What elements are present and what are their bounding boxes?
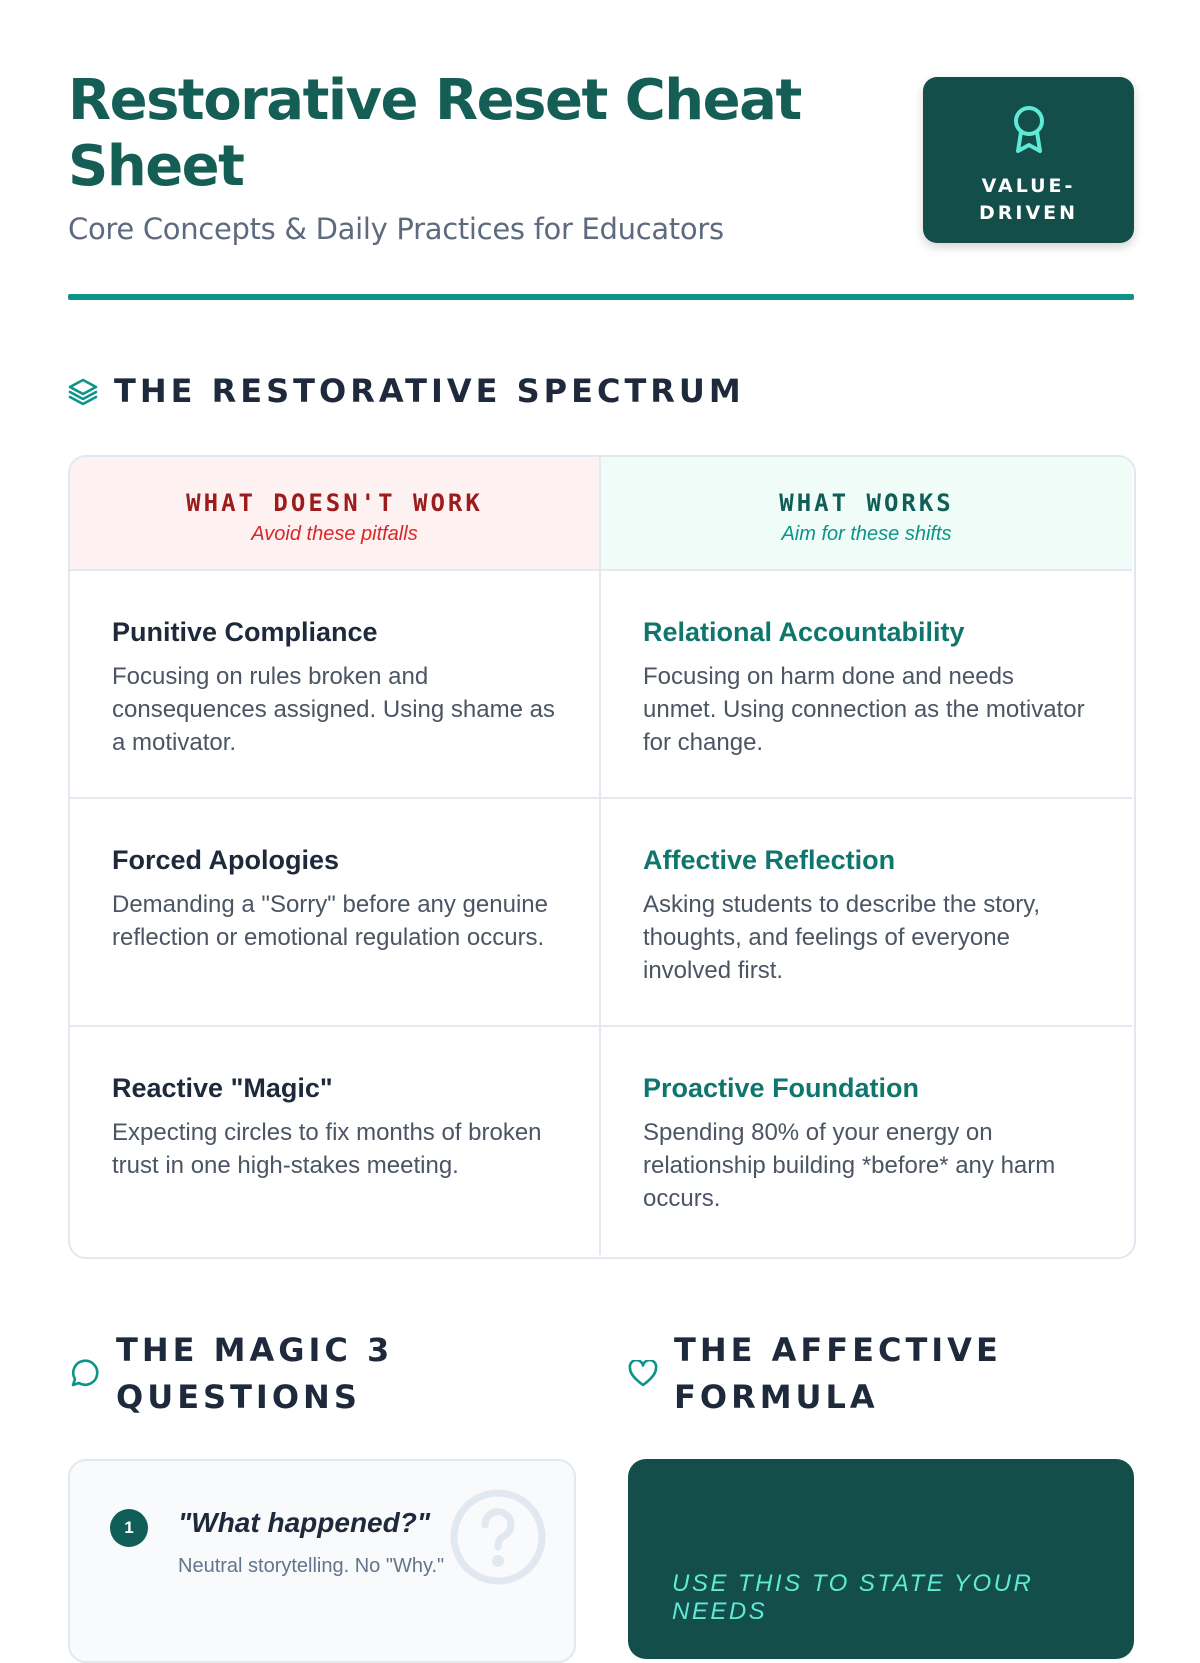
heart-icon — [628, 1360, 658, 1388]
question-text: "What happened?" — [178, 1507, 431, 1538]
column-header-doesnt-work — [70, 457, 601, 571]
question-number: 1 — [110, 1509, 148, 1547]
value-driven-badge — [923, 77, 1134, 243]
spectrum-table — [68, 455, 1136, 1259]
cell-title: Proactive Foundation — [643, 1073, 920, 1103]
column-subtitle: Avoid these pitfalls — [251, 523, 418, 545]
column-title: WHAT WORKS — [779, 489, 954, 517]
cell-text: Focusing on rules broken and consequences assigned. Using shame as a motivator. — [112, 663, 555, 756]
spectrum-cell-bad — [70, 571, 601, 799]
magic-questions-heading-line2: QUESTIONS — [116, 1378, 361, 1416]
affective-formula-heading — [628, 1327, 1002, 1421]
cell-text: Focusing on harm done and needs unmet. Using connection as the motivator for change. — [643, 663, 1085, 756]
spectrum-heading — [68, 368, 745, 415]
cell-text: Expecting circles to fix months of broken trust in one high-stakes meeting. — [112, 1119, 542, 1179]
badge-label: VALUE-DRIVEN — [978, 175, 1079, 224]
column-subtitle: Aim for these shifts — [781, 523, 952, 545]
spectrum-cell-bad — [70, 799, 601, 1027]
cell-text: Demanding a "Sorry" before any genuine reflection or emotional regulation occurs. — [112, 891, 548, 951]
spectrum-heading-text: THE RESTORATIVE SPECTRUM — [114, 372, 745, 410]
affective-formula-heading-line2: FORMULA — [674, 1378, 879, 1416]
magic-questions-heading-line1: THE MAGIC 3 — [116, 1331, 394, 1369]
award-ribbon-icon — [1010, 105, 1048, 155]
layers-icon — [68, 377, 98, 407]
header-divider — [68, 294, 1134, 300]
spectrum-cell-good — [601, 571, 1132, 799]
magic-questions-heading — [68, 1327, 393, 1421]
spectrum-cell-good — [601, 799, 1132, 1027]
cell-title: Forced Apologies — [112, 845, 340, 875]
page-title: Restorative Reset Cheat Sheet — [68, 68, 801, 199]
page-subtitle: Core Concepts & Daily Practices for Educators — [68, 212, 724, 246]
affective-formula-heading-line1: THE AFFECTIVE — [674, 1331, 1002, 1369]
formula-label: USE THIS TO STATE YOUR NEEDS — [672, 1570, 1034, 1625]
question-card — [68, 1459, 576, 1663]
chat-bubble-icon — [68, 1358, 100, 1390]
spectrum-cell-bad — [70, 1027, 601, 1255]
question-mark-icon — [448, 1487, 548, 1587]
cell-title: Punitive Compliance — [112, 617, 378, 647]
cell-text: Spending 80% of your energy on relationship building *before* any harm occurs. — [643, 1119, 1056, 1212]
cell-title: Affective Reflection — [643, 845, 896, 875]
cell-text: Asking students to describe the story, thoughts, and feelings of everyone involved first. — [643, 891, 1041, 984]
affective-formula-panel — [628, 1459, 1134, 1659]
cell-title: Relational Accountability — [643, 617, 965, 647]
question-note: Neutral storytelling. No "Why." — [178, 1555, 445, 1577]
cheat-sheet-page — [68, 0, 1134, 1625]
column-header-works — [601, 457, 1132, 571]
spectrum-cell-good — [601, 1027, 1132, 1255]
column-title: WHAT DOESN'T WORK — [186, 489, 483, 517]
cell-title: Reactive "Magic" — [112, 1073, 333, 1103]
